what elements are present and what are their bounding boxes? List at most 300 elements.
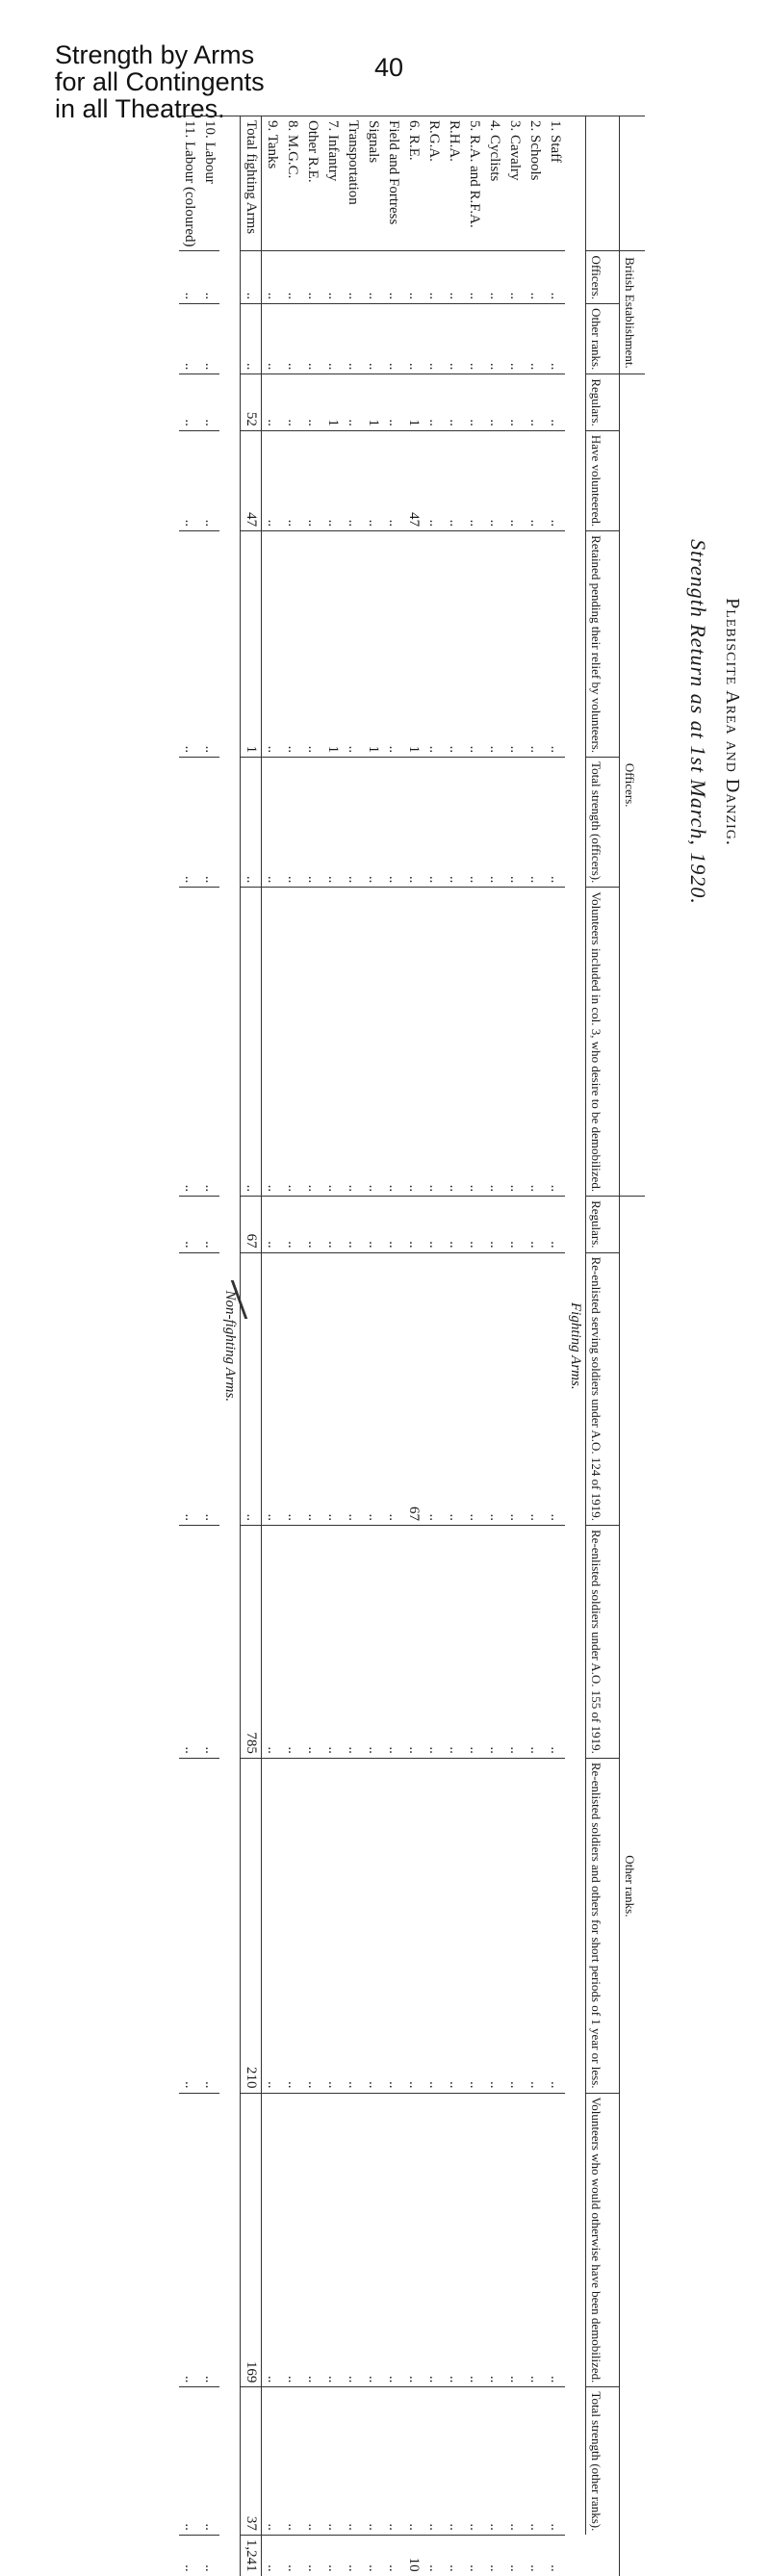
table-row xyxy=(302,116,322,2576)
cell-3: .. xyxy=(525,430,545,530)
cell-2: 52 xyxy=(241,374,262,430)
cell-12: .. xyxy=(464,2387,484,2535)
cell-0: .. xyxy=(545,251,565,304)
table-row xyxy=(484,116,504,2576)
cell-11: .. xyxy=(302,2093,322,2387)
document-title: Plebiscite Area and Danzig. xyxy=(722,598,743,846)
cell-1: .. xyxy=(302,304,322,374)
cell-1: .. xyxy=(282,304,302,374)
col-total-officers: Total strength (officers). xyxy=(586,758,620,888)
cell-5: .. xyxy=(424,758,444,888)
cell-1: .. xyxy=(241,304,262,374)
cell-1: .. xyxy=(363,304,383,374)
cell-13: .. xyxy=(322,2535,343,2575)
cell-12: .. xyxy=(444,2387,464,2535)
cell-9: .. xyxy=(424,1525,444,1758)
cell-6: .. xyxy=(545,888,565,1197)
cell-13: .. xyxy=(302,2535,322,2575)
cell-1: .. xyxy=(179,304,199,374)
cell-12: .. xyxy=(383,2387,403,2535)
cell-4: .. xyxy=(343,531,363,758)
cell-12: .. xyxy=(504,2387,525,2535)
cell-9: .. xyxy=(525,1525,545,1758)
cell-5: .. xyxy=(403,758,424,888)
cell-12: .. xyxy=(282,2387,302,2535)
cell-3: .. xyxy=(322,430,343,530)
cell-10: .. xyxy=(363,1758,383,2093)
cell-9: .. xyxy=(302,1525,322,1758)
cell-11: .. xyxy=(424,2093,444,2387)
cell-10: .. xyxy=(199,1758,219,2093)
cell-13: .. xyxy=(343,2535,363,2575)
cell-8: .. xyxy=(484,1252,504,1525)
cell-0: .. xyxy=(179,251,199,304)
cell-5: .. xyxy=(262,758,283,888)
cell-3: .. xyxy=(199,430,219,530)
cell-7: .. xyxy=(403,1197,424,1252)
cell-5: .. xyxy=(525,758,545,888)
cell-11: .. xyxy=(444,2093,464,2387)
cell-7: .. xyxy=(179,1197,199,1252)
cell-4: .. xyxy=(464,531,484,758)
cell-7: .. xyxy=(424,1197,444,1252)
cell-12: .. xyxy=(199,2387,219,2535)
cell-9: .. xyxy=(179,1525,199,1758)
page-number: 40 xyxy=(374,53,404,82)
cell-6: .. xyxy=(262,888,283,1197)
cell-6: .. xyxy=(199,888,219,1197)
cell-3: .. xyxy=(464,430,484,530)
cell-9: .. xyxy=(545,1525,565,1758)
cell-3: .. xyxy=(484,430,504,530)
strength-table xyxy=(179,116,645,2576)
cell-4: 1 xyxy=(241,531,262,758)
cell-5: .. xyxy=(179,758,199,888)
cell-12: .. xyxy=(179,2387,199,2535)
cell-4: .. xyxy=(545,531,565,758)
table-row xyxy=(504,116,525,2576)
cell-2: .. xyxy=(262,374,283,430)
cell-1: .. xyxy=(444,304,464,374)
row-label: Total fighting Arms xyxy=(241,116,262,251)
cell-12: .. xyxy=(302,2387,322,2535)
section-fighting-label: Fighting Arms. xyxy=(565,116,586,2576)
col-arm xyxy=(586,116,620,251)
col-reenlisted-short: Re-enlisted soldiers and others for short periods of 1 year or less. xyxy=(586,1758,620,2093)
table-row xyxy=(525,116,545,2576)
cell-6: .. xyxy=(403,888,424,1197)
cell-13: .. xyxy=(525,2535,545,2575)
cell-3: .. xyxy=(302,430,322,530)
cell-12: .. xyxy=(262,2387,283,2535)
cell-0: .. xyxy=(199,251,219,304)
cell-11: .. xyxy=(322,2093,343,2387)
cell-7: .. xyxy=(343,1197,363,1252)
cell-13: .. xyxy=(282,2535,302,2575)
cell-13: .. xyxy=(363,2535,383,2575)
rotated-table-page xyxy=(19,96,751,2572)
col-reenlisted-serving: Re-enlisted serving soldiers under A.O. 124 of 1919. xyxy=(586,1252,620,1525)
cell-0: .. xyxy=(363,251,383,304)
cell-5: .. xyxy=(302,758,322,888)
cell-4: .. xyxy=(525,531,545,758)
cell-12: .. xyxy=(525,2387,545,2535)
cell-11: .. xyxy=(282,2093,302,2387)
cell-2: .. xyxy=(199,374,219,430)
cell-1: .. xyxy=(424,304,444,374)
cell-9: .. xyxy=(464,1525,484,1758)
cell-9: .. xyxy=(322,1525,343,1758)
cell-8: .. xyxy=(322,1252,343,1525)
cell-12: .. xyxy=(424,2387,444,2535)
cell-12: .. xyxy=(343,2387,363,2535)
row-label: 7. Infantry xyxy=(322,116,343,251)
section-row-fighting xyxy=(565,116,586,2576)
cell-6: .. xyxy=(504,888,525,1197)
cell-10: .. xyxy=(424,1758,444,2093)
cell-10: .. xyxy=(545,1758,565,2093)
table-row xyxy=(545,116,565,2576)
cell-1: .. xyxy=(262,304,283,374)
cell-3: .. xyxy=(444,430,464,530)
cell-5: .. xyxy=(241,758,262,888)
cell-5: .. xyxy=(282,758,302,888)
table-row xyxy=(343,116,363,2576)
table-row xyxy=(403,116,424,2576)
cell-4: 1 xyxy=(363,531,383,758)
cell-9: .. xyxy=(262,1525,283,1758)
cell-11: .. xyxy=(343,2093,363,2387)
cell-11: 169 xyxy=(241,2093,262,2387)
cell-3: .. xyxy=(424,430,444,530)
cell-7: .. xyxy=(302,1197,322,1252)
cell-10: .. xyxy=(302,1758,322,2093)
cell-0: .. xyxy=(282,251,302,304)
cell-2: .. xyxy=(302,374,322,430)
cell-8: .. xyxy=(241,1252,262,1525)
cell-11: .. xyxy=(525,2093,545,2387)
cell-4: 1 xyxy=(403,531,424,758)
cell-1: .. xyxy=(199,304,219,374)
cell-10: .. xyxy=(403,1758,424,2093)
cell-6: .. xyxy=(525,888,545,1197)
col-retained-pending: Retained pending their relief by volunteers. xyxy=(586,531,620,758)
cell-6: .. xyxy=(484,888,504,1197)
cell-6: .. xyxy=(464,888,484,1197)
cell-7: .. xyxy=(322,1197,343,1252)
row-label: 4. Cyclists xyxy=(484,116,504,251)
cell-6: .. xyxy=(444,888,464,1197)
cell-8: .. xyxy=(525,1252,545,1525)
cell-8: .. xyxy=(199,1252,219,1525)
cell-3: 47 xyxy=(403,430,424,530)
cell-0: .. xyxy=(504,251,525,304)
cell-10: .. xyxy=(262,1758,283,2093)
cell-13: .. xyxy=(444,2535,464,2575)
cell-13: .. xyxy=(383,2535,403,2575)
col-volunteers-included: Volunteers included in col. 3, who desire to be demobilized. xyxy=(586,888,620,1197)
row-label: 6. R.E. xyxy=(403,116,424,251)
cell-4: 1 xyxy=(322,531,343,758)
cell-7: .. xyxy=(282,1197,302,1252)
cell-9: .. xyxy=(444,1525,464,1758)
col-reenlisted-soldiers: Re-enlisted soldiers under A.O. 155 of 1919. xyxy=(586,1525,620,1758)
cell-0: .. xyxy=(343,251,363,304)
cell-13: .. xyxy=(179,2535,199,2575)
row-label: Transportation xyxy=(343,116,363,251)
table-row xyxy=(383,116,403,2576)
table-column-header xyxy=(586,116,620,2576)
cell-0: .. xyxy=(464,251,484,304)
cell-2: .. xyxy=(545,374,565,430)
table-row xyxy=(262,116,283,2576)
cell-8: .. xyxy=(383,1252,403,1525)
cell-10: .. xyxy=(383,1758,403,2093)
header-line-2: for all Contingents xyxy=(55,67,265,96)
cell-2: .. xyxy=(444,374,464,430)
cell-4: .. xyxy=(282,531,302,758)
cell-13: .. xyxy=(199,2535,219,2575)
cell-12: 37 xyxy=(241,2387,262,2535)
cell-5: .. xyxy=(504,758,525,888)
row-label: R.G.A. xyxy=(424,116,444,251)
cell-0: .. xyxy=(383,251,403,304)
cell-7: .. xyxy=(464,1197,484,1252)
cell-8: .. xyxy=(302,1252,322,1525)
cell-6: .. xyxy=(241,888,262,1197)
row-label: Other R.E. xyxy=(302,116,322,251)
cell-12: .. xyxy=(403,2387,424,2535)
cell-1: .. xyxy=(484,304,504,374)
cell-3: .. xyxy=(343,430,363,530)
cell-7: 67 xyxy=(241,1197,262,1252)
cell-3: .. xyxy=(282,430,302,530)
cell-5: .. xyxy=(545,758,565,888)
total-fighting-row xyxy=(241,116,262,2576)
cell-6: .. xyxy=(302,888,322,1197)
table-group-header xyxy=(620,116,646,2576)
cell-9: .. xyxy=(199,1525,219,1758)
cell-3: .. xyxy=(179,430,199,530)
row-label: 8. M.G.C. xyxy=(282,116,302,251)
cell-1: .. xyxy=(525,304,545,374)
cell-0: .. xyxy=(322,251,343,304)
table-row xyxy=(444,116,464,2576)
cell-9: .. xyxy=(383,1525,403,1758)
section-nonfighting-label: Non-fighting Arms. xyxy=(219,116,241,2576)
col-estab-officers: Officers. xyxy=(586,251,620,304)
cell-11: .. xyxy=(484,2093,504,2387)
cell-5: .. xyxy=(343,758,363,888)
col-regulars-or: Regulars. xyxy=(586,1197,620,1252)
cell-8: 67 xyxy=(403,1252,424,1525)
row-label: 3. Cavalry xyxy=(504,116,525,251)
cell-4: .. xyxy=(199,531,219,758)
row-label: 11. Labour (coloured) xyxy=(179,116,199,251)
cell-8: .. xyxy=(363,1252,383,1525)
cell-7: .. xyxy=(545,1197,565,1252)
cell-0: .. xyxy=(241,251,262,304)
cell-9: .. xyxy=(484,1525,504,1758)
cell-2: .. xyxy=(179,374,199,430)
cell-0: .. xyxy=(525,251,545,304)
cell-2: .. xyxy=(383,374,403,430)
section-row-nonfighting xyxy=(219,116,241,2576)
cell-2: .. xyxy=(464,374,484,430)
cell-11: .. xyxy=(262,2093,283,2387)
cell-10: .. xyxy=(525,1758,545,2093)
cell-10: .. xyxy=(444,1758,464,2093)
table-row xyxy=(199,116,219,2576)
cell-1: .. xyxy=(504,304,525,374)
cell-4: .. xyxy=(302,531,322,758)
header-officers: Officers. xyxy=(620,374,646,1197)
cell-13: 1,241 xyxy=(241,2535,262,2575)
cell-3: .. xyxy=(504,430,525,530)
cell-2: .. xyxy=(424,374,444,430)
cell-11: .. xyxy=(545,2093,565,2387)
cell-5: .. xyxy=(464,758,484,888)
cell-8: .. xyxy=(424,1252,444,1525)
table-row xyxy=(464,116,484,2576)
row-label: R.H.A. xyxy=(444,116,464,251)
header-british-establishment: British Establishment. xyxy=(620,251,646,374)
cell-12: .. xyxy=(484,2387,504,2535)
cell-0: .. xyxy=(444,251,464,304)
cell-13: .. xyxy=(545,2535,565,2575)
cell-1: .. xyxy=(464,304,484,374)
cell-11: .. xyxy=(383,2093,403,2387)
cell-8: .. xyxy=(444,1252,464,1525)
table-row xyxy=(282,116,302,2576)
col-volunteers-or: Volunteers who would otherwise have been demobilized. xyxy=(586,2093,620,2387)
cell-7: .. xyxy=(525,1197,545,1252)
cell-2: .. xyxy=(484,374,504,430)
cell-8: .. xyxy=(464,1252,484,1525)
cell-10: .. xyxy=(504,1758,525,2093)
document-subtitle: Strength Return as at 1st March, 1920. xyxy=(686,539,710,905)
cell-10: .. xyxy=(322,1758,343,2093)
cell-4: .. xyxy=(262,531,283,758)
cell-11: .. xyxy=(504,2093,525,2387)
table-row xyxy=(179,116,199,2576)
cell-3: .. xyxy=(383,430,403,530)
cell-5: .. xyxy=(322,758,343,888)
cell-1: .. xyxy=(322,304,343,374)
cell-2: 1 xyxy=(363,374,383,430)
cell-0: .. xyxy=(262,251,283,304)
cell-10: .. xyxy=(464,1758,484,2093)
cell-1: .. xyxy=(403,304,424,374)
cell-0: .. xyxy=(484,251,504,304)
cell-9: 785 xyxy=(241,1525,262,1758)
cell-8: .. xyxy=(545,1252,565,1525)
cell-6: .. xyxy=(363,888,383,1197)
cell-10: .. xyxy=(484,1758,504,2093)
cell-6: .. xyxy=(343,888,363,1197)
cell-13: .. xyxy=(504,2535,525,2575)
header-line-1: Strength by Arms xyxy=(55,40,255,69)
cell-0: .. xyxy=(302,251,322,304)
cell-7: .. xyxy=(262,1197,283,1252)
col-regulars: Regulars. xyxy=(586,374,620,430)
col-estab-other-ranks: Other ranks. xyxy=(586,304,620,374)
cell-6: .. xyxy=(282,888,302,1197)
col-have-volunteered: Have volunteered. xyxy=(586,430,620,530)
cell-11: .. xyxy=(363,2093,383,2387)
cell-3: 47 xyxy=(241,430,262,530)
cell-2: 1 xyxy=(403,374,424,430)
cell-5: .. xyxy=(363,758,383,888)
cell-7: .. xyxy=(199,1197,219,1252)
cell-1: .. xyxy=(545,304,565,374)
nonfighting-rows xyxy=(179,116,219,2576)
cell-11: .. xyxy=(403,2093,424,2387)
cell-11: .. xyxy=(464,2093,484,2387)
cell-13: .. xyxy=(424,2535,444,2575)
row-label: 1. Staff xyxy=(545,116,565,251)
cell-0: .. xyxy=(424,251,444,304)
cell-4: .. xyxy=(444,531,464,758)
cell-2: .. xyxy=(525,374,545,430)
row-label: Field and Fortress xyxy=(383,116,403,251)
row-label: 5. R.A. and R.F.A. xyxy=(464,116,484,251)
cell-13: 10 xyxy=(403,2535,424,2575)
cell-7: .. xyxy=(363,1197,383,1252)
cell-7: .. xyxy=(484,1197,504,1252)
cell-2: .. xyxy=(282,374,302,430)
row-label: 9. Tanks xyxy=(262,116,283,251)
cell-3: .. xyxy=(545,430,565,530)
cell-6: .. xyxy=(383,888,403,1197)
cell-7: .. xyxy=(383,1197,403,1252)
cell-12: .. xyxy=(545,2387,565,2535)
cell-9: .. xyxy=(403,1525,424,1758)
header-blank xyxy=(620,116,646,251)
cell-5: .. xyxy=(484,758,504,888)
cell-9: .. xyxy=(363,1525,383,1758)
cell-9: .. xyxy=(504,1525,525,1758)
cell-4: .. xyxy=(424,531,444,758)
table-row xyxy=(363,116,383,2576)
cell-13: .. xyxy=(484,2535,504,2575)
cell-10: .. xyxy=(179,1758,199,2093)
cell-12: .. xyxy=(363,2387,383,2535)
cell-7: .. xyxy=(504,1197,525,1252)
fighting-rows xyxy=(262,116,566,2576)
col-total-or: Total strength (other ranks). xyxy=(586,2387,620,2535)
cell-6: .. xyxy=(424,888,444,1197)
cell-4: .. xyxy=(383,531,403,758)
cell-7: .. xyxy=(444,1197,464,1252)
cell-10: .. xyxy=(343,1758,363,2093)
cell-8: .. xyxy=(282,1252,302,1525)
header-other-ranks: Other ranks. xyxy=(620,1197,646,2576)
cell-11: .. xyxy=(199,2093,219,2387)
cell-4: .. xyxy=(484,531,504,758)
cell-9: .. xyxy=(282,1525,302,1758)
table-row xyxy=(322,116,343,2576)
cell-1: .. xyxy=(383,304,403,374)
cell-2: .. xyxy=(504,374,525,430)
cell-2: 1 xyxy=(322,374,343,430)
cell-0: .. xyxy=(403,251,424,304)
row-label: 2. Schools xyxy=(525,116,545,251)
row-label: 10. Labour xyxy=(199,116,219,251)
cell-5: .. xyxy=(199,758,219,888)
cell-5: .. xyxy=(383,758,403,888)
cell-6: .. xyxy=(322,888,343,1197)
